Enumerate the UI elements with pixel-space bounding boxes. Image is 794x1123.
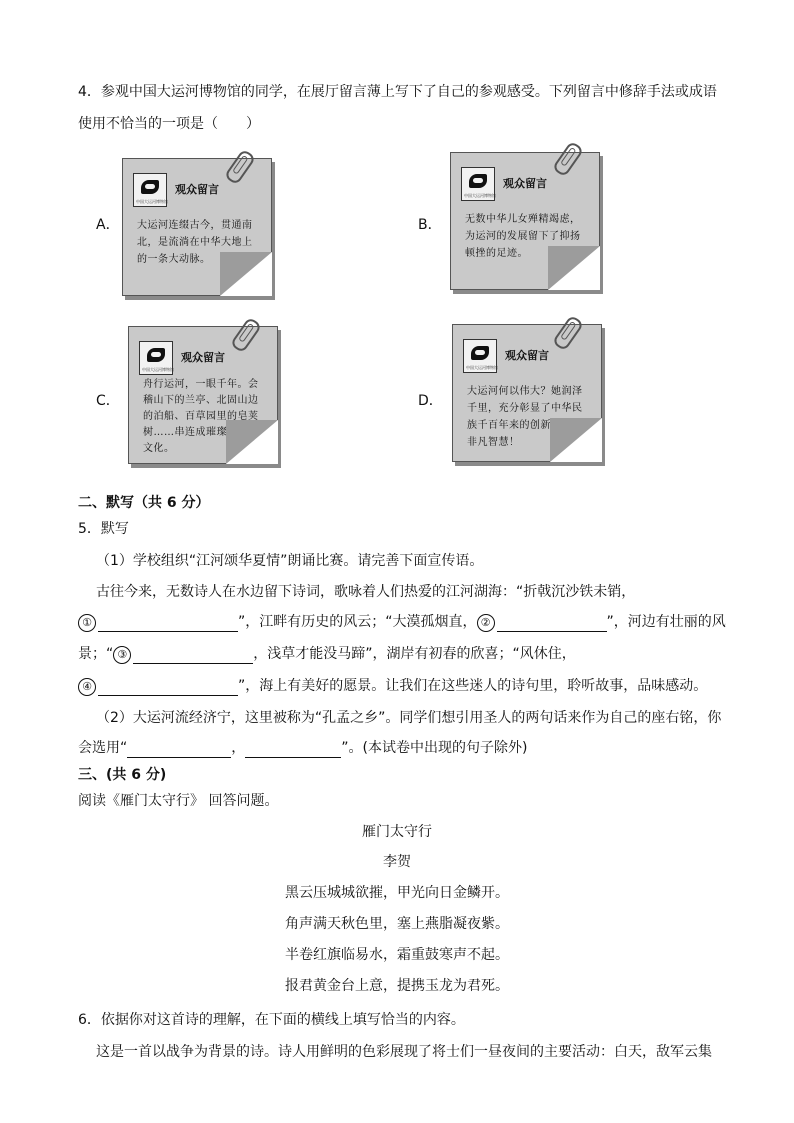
q5-text: ”。(本试卷中出现的句子除外) — [341, 740, 528, 756]
option-d-letter: D． — [418, 393, 443, 409]
q5-text-line1: 古往今来，无数诗人在水边留下诗词，歌咏着人们热爱的江河湖海：“折戟沉沙铁未销， — [96, 584, 636, 600]
q5-text-line2 — [78, 612, 726, 632]
q5-text: 会选用“ — [78, 740, 128, 756]
poem-author: 李贺 — [383, 854, 411, 870]
option-b-letter: B． — [418, 217, 442, 233]
blank-6[interactable] — [245, 741, 341, 758]
museum-logo-icon: 中国大运河博物馆 — [461, 167, 495, 201]
museum-logo-icon: 中国大运河博物馆 — [463, 339, 497, 373]
note-title: 观众留言 — [181, 351, 225, 364]
blank-4-marker: ④ — [78, 678, 96, 696]
note-title: 观众留言 — [175, 183, 219, 196]
blank-4[interactable] — [98, 679, 238, 696]
q5-label: 5．默写 — [78, 521, 129, 537]
q5-part2-line2 — [78, 738, 527, 758]
page-curl — [220, 252, 272, 296]
note-title: 观众留言 — [503, 177, 547, 190]
blank-2-marker: ② — [477, 614, 495, 632]
q5-part2-line1: （2）大运河流经济宁，这里被称为“孔孟之乡”。同学们想引用圣人的两句话来作为自己的座右铭，你 — [96, 710, 722, 726]
q5-part1-intro: （1）学校组织“江河颂华夏情”朗诵比赛。请完善下面宣传语。 — [96, 553, 484, 569]
q5-text: ”，江畔有历史的风云；“大漠孤烟直， — [238, 614, 477, 630]
q5-text-line4 — [78, 676, 707, 696]
poem-line-3: 半卷红旗临易水，霜重鼓寒声不起。 — [285, 947, 509, 963]
page-curl — [550, 418, 602, 462]
note-text: 大运河何以伟大？她润泽千里，充分彰显了中华民族千百年来的创新意识和非凡智慧！ — [467, 386, 583, 448]
poem-title: 雁门太守行 — [362, 824, 432, 840]
q5-text-line3 — [78, 644, 576, 664]
option-a-letter: A． — [96, 217, 120, 233]
option-a-note — [122, 158, 272, 296]
museum-logo-icon: 中国大运河博物馆 — [133, 173, 167, 207]
blank-1[interactable] — [98, 615, 238, 632]
blank-1-marker: ① — [78, 614, 96, 632]
q5-text: ，浅草才能没马蹄”，湖岸有初春的欣喜；“风休住， — [253, 646, 576, 662]
q4-stem-line1: 4．参观中国大运河博物馆的同学，在展厅留言薄上写下了自己的参观感受。下列留言中修辞手法或成语 — [78, 84, 717, 100]
q5-text: ， — [231, 740, 246, 756]
q6-text: 这是一首以战争为背景的诗。诗人用鲜明的色彩展现了将士们一昼夜间的主要活动：白天，敌军云集 — [96, 1044, 712, 1060]
page-curl — [226, 420, 278, 464]
museum-logo-icon: 中国大运河博物馆 — [139, 341, 173, 375]
q5-text: 景；“ — [78, 646, 114, 662]
poem-line-4: 报君黄金台上意，提携玉龙为君死。 — [285, 978, 509, 994]
page-curl — [548, 246, 600, 290]
q5-text: ”，河边有壮丽的风 — [606, 614, 726, 630]
q5-text: ”，海上有美好的愿景。让我们在这些迷人的诗句里，聆听故事，品味感动。 — [238, 678, 708, 694]
blank-3-marker: ③ — [113, 646, 131, 664]
section2-heading: 二、默写（共 6 分） — [78, 495, 210, 511]
blank-5[interactable] — [127, 741, 231, 758]
option-c-letter: C． — [96, 393, 120, 409]
note-text: 无数中华儿女殚精竭虑，为运河的发展留下了抑扬顿挫的足迹。 — [465, 214, 581, 259]
section3-heading: 三、(共 6 分) — [78, 767, 167, 783]
blank-3[interactable] — [133, 647, 253, 664]
note-title: 观众留言 — [505, 349, 549, 362]
poem-line-1: 黑云压城城欲摧，甲光向日金鳞开。 — [285, 885, 509, 901]
note-text: 大运河连缀古今，贯通南北，是流淌在中华大地上的一条大动脉。 — [137, 220, 253, 265]
blank-2[interactable] — [497, 615, 607, 632]
option-d-note — [452, 324, 602, 462]
section3-intro: 阅读《雁门太守行》 回答问题。 — [78, 793, 279, 809]
poem-line-2: 角声满天秋色里，塞上燕脂凝夜紫。 — [285, 916, 509, 932]
q6-stem: 6．依据你对这首诗的理解，在下面的横线上填写恰当的内容。 — [78, 1012, 465, 1028]
q4-stem-line2: 使用不恰当的一项是（ ） — [78, 116, 260, 132]
note-text: 舟行运河，一眼千年。会稽山下的兰亭、北固山边的泊船、百草园里的皂荚树……串连成璀璨的运河文化。 — [143, 379, 259, 454]
option-b-note — [450, 152, 600, 290]
option-c-note — [128, 326, 278, 464]
